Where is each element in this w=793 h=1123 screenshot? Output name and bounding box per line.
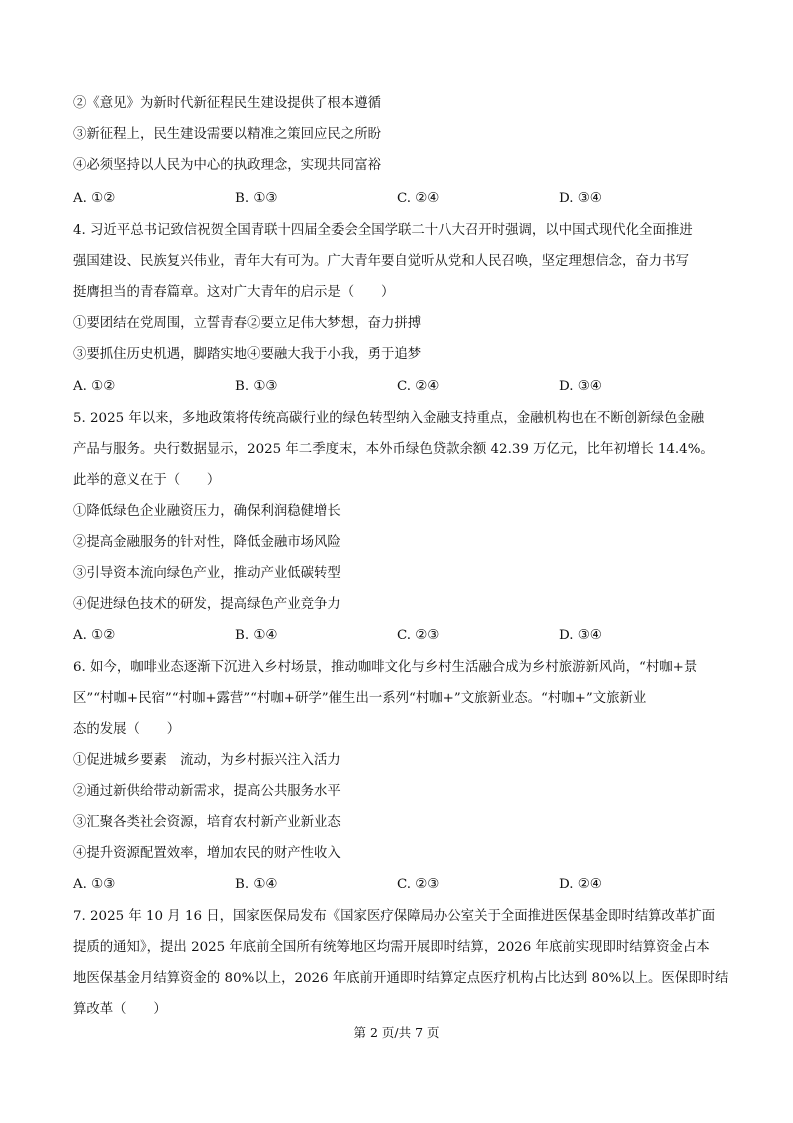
q4-item-1: ①要团结在党周围，立誓青春②要立足伟大梦想，奋力拼搏 xyxy=(73,316,422,331)
q5-stem-line-3: 此举的意义在于（ ） xyxy=(73,473,221,488)
q4-item-2: ③要抓住历史机遇，脚踏实地④要融大我于小我，勇于追梦 xyxy=(73,347,422,362)
q5-stem-line-1: 5. 2025 年以来，多地政策将传统高碳行业的绿色转型纳入金融支持重点，金融机构也在不断创新绿色金融 xyxy=(73,411,705,426)
q6-item-4: ④提升资源配置效率，增加农民的财产性收入 xyxy=(73,846,341,861)
q3-option-c: C. ②④ xyxy=(397,191,440,206)
q3-item-4: ④必须坚持以人民为中心的执政理念，实现共同富裕 xyxy=(73,158,381,173)
q3-option-a: A. ①② xyxy=(73,191,116,206)
q4-option-c: C. ②④ xyxy=(397,379,440,394)
q6-item-3: ③汇聚各类社会资源，培育农村新产业新业态 xyxy=(73,815,341,830)
q5-option-a: A. ①② xyxy=(73,628,116,643)
q6-item-1: ①促进城乡要素 流动，为乡村振兴注入活力 xyxy=(73,753,341,768)
q6-stem-line-2: 区”“村咖+民宿”“村咖+露营”“村咖+研学”催生出一系列“村咖+”文旅新业态。“村咖+”文旅新业 xyxy=(73,691,647,706)
q5-item-4: ④促进绿色技术的研发，提高绿色产业竞争力 xyxy=(73,597,341,612)
q6-item-2: ②通过新供给带动新需求，提高公共服务水平 xyxy=(73,784,341,799)
q4-stem-line-2: 强国建设、民族复兴伟业，青年大有可为。广大青年要自觉听从党和人民召唤，坚定理想信念，奋力书写 xyxy=(73,254,689,269)
q5-option-d: D. ③④ xyxy=(559,628,602,643)
q5-option-b: B. ①④ xyxy=(235,628,278,643)
q6-option-d: D. ②④ xyxy=(559,877,602,892)
q4-options xyxy=(73,378,723,396)
q5-stem-line-2: 产品与服务。央行数据显示，2025 年二季度末，本外币绿色贷款余额 42.39 万亿元，比年初增长 14.4%。 xyxy=(73,442,714,457)
q5-options xyxy=(73,627,723,645)
q6-stem-line-1: 6. 如今，咖啡业态逐渐下沉进入乡村场景，推动咖啡文化与乡村生活融合成为乡村旅游新风尚，“村咖+景 xyxy=(73,660,698,675)
q7-stem-line-1: 7. 2025 年 10 月 16 日，国家医保局发布《国家医疗保障局办公室关于全面推进医保基金即时结算改革扩面 xyxy=(73,909,716,924)
q3-option-d: D. ③④ xyxy=(559,191,602,206)
q5-item-3: ③引导资本流向绿色产业，推动产业低碳转型 xyxy=(73,566,341,581)
q7-stem-line-4: 算改革（ ） xyxy=(73,1002,167,1017)
q6-stem-line-3: 态的发展（ ） xyxy=(73,722,181,737)
q4-option-d: D. ③④ xyxy=(559,379,602,394)
q6-options xyxy=(73,876,723,894)
q7-stem-line-3: 地医保基金月结算资金的 80%以上，2026 年底前开通即时结算定点医疗机构占比达到 80%以上。医保即时结 xyxy=(73,971,729,986)
q5-option-c: C. ②③ xyxy=(397,628,440,643)
q6-option-c: C. ②③ xyxy=(397,877,440,892)
q4-option-a: A. ①② xyxy=(73,379,116,394)
q5-item-1: ①降低绿色企业融资压力，确保利润稳健增长 xyxy=(73,504,341,519)
q3-item-2: ②《意见》为新时代新征程民生建设提供了根本遵循 xyxy=(73,96,381,111)
q6-option-b: B. ①④ xyxy=(235,877,278,892)
q3-options xyxy=(73,190,723,208)
q6-option-a: A. ①③ xyxy=(73,877,116,892)
q5-item-2: ②提高金融服务的针对性，降低金融市场风险 xyxy=(73,535,341,550)
q3-option-b: B. ①③ xyxy=(235,191,278,206)
q4-stem-line-3: 挺膺担当的青春篇章。这对广大青年的启示是（ ） xyxy=(73,285,395,300)
q3-item-3: ③新征程上，民生建设需要以精准之策回应民之所盼 xyxy=(73,127,381,142)
page-number: 第 2 页/共 7 页 xyxy=(353,1025,440,1040)
q7-stem-line-2: 提质的通知》，提出 2025 年底前全国所有统筹地区均需开展即时结算，2026 年底前实现即时结算资金占本 xyxy=(73,940,710,955)
q4-stem-line-1: 4. 习近平总书记致信祝贺全国青联十四届全委会全国学联二十八大召开时强调，以中国式现代化全面推进 xyxy=(73,223,693,238)
q4-option-b: B. ①③ xyxy=(235,379,278,394)
